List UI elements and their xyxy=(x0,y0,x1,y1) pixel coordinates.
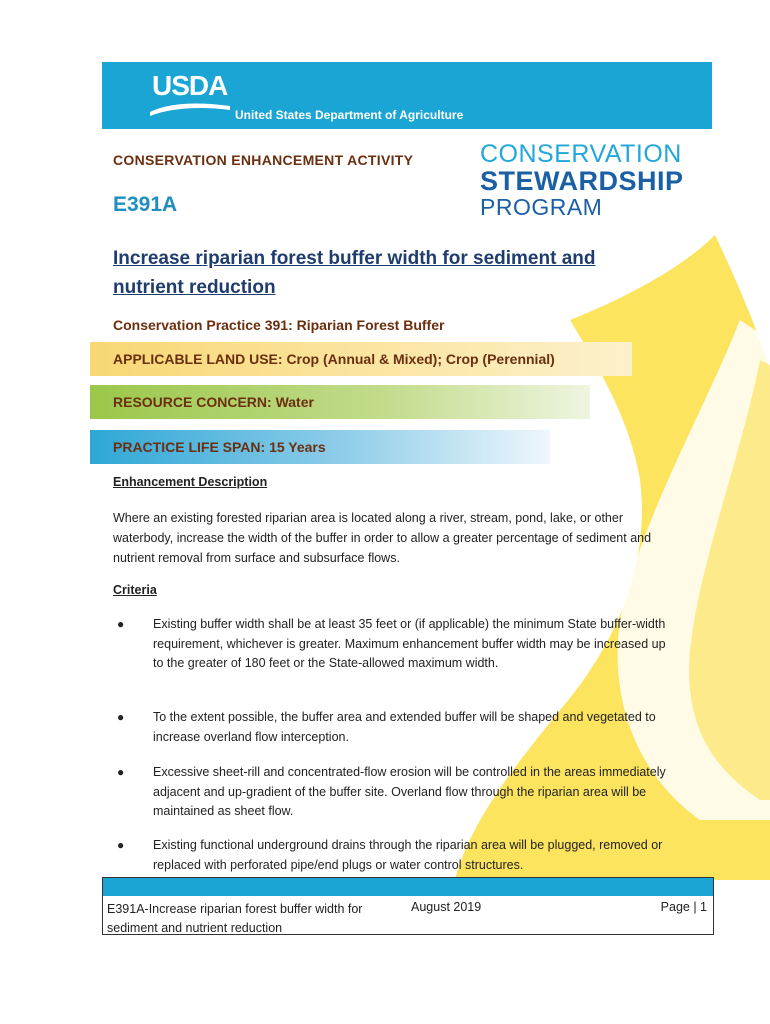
land-use-bar: APPLICABLE LAND USE: Crop (Annual & Mixed); Crop (Perennial) xyxy=(90,342,632,376)
enhancement-heading: Enhancement Description xyxy=(113,475,268,489)
footer-band xyxy=(103,878,713,896)
enhancement-text: Where an existing forested riparian area is located along a river, stream, pond, lake, or other waterbody, increase the width of the buffer in order to allow a greater percentage of sediment and nutrient removal from surface and subsurface flows. xyxy=(113,511,652,565)
footer-page-number: Page | 1 xyxy=(660,900,707,914)
conservation-practice: Conservation Practice 391: Riparian Forest Buffer xyxy=(113,317,445,333)
usda-logo: USDA xyxy=(152,70,228,101)
footer-doc-title: E391A-Increase riparian forest buffer width for sediment and nutrient reduction xyxy=(107,902,363,935)
agency-name: United States Department of Agriculture xyxy=(235,108,464,122)
csp-logo-line3: PROGRAM xyxy=(480,194,603,220)
criteria-item: To the extent possible, the buffer area and extended buffer will be shaped and vegetated to increase overland flow interception. xyxy=(153,710,656,744)
bullet-icon: ● xyxy=(117,617,125,631)
csp-program-logo xyxy=(480,142,684,219)
bullet-icon: ● xyxy=(117,765,125,779)
bullet-icon: ● xyxy=(117,710,125,724)
criteria-heading: Criteria xyxy=(113,583,157,597)
activity-code: E391A xyxy=(113,193,178,216)
footer-date: August 2019 xyxy=(411,900,482,914)
csp-logo-line1: CONSERVATION xyxy=(480,140,682,168)
page-title: Increase riparian forest buffer width for sediment and nutrient reduction xyxy=(113,248,596,298)
resource-concern-bar: RESOURCE CONCERN: Water xyxy=(90,385,590,419)
bullet-icon: ● xyxy=(117,838,125,852)
criteria-item: Existing functional underground drains through the riparian area will be plugged, removed or replaced with perforated pipe/end plugs or water control structures. xyxy=(153,838,663,872)
criteria-item: Existing buffer width shall be at least 35 feet or (if applicable) the minimum State buffer-width requirement, whichever is greater. Maximum enhancement buffer width may be increased up to the greater of 180 feet or the State-allowed maximum width. xyxy=(153,617,666,670)
csp-logo-line2: STEWARDSHIP xyxy=(480,166,684,196)
life-span-bar: PRACTICE LIFE SPAN: 15 Years xyxy=(90,430,550,464)
criteria-item: Excessive sheet-rill and concentrated-flow erosion will be controlled in the areas immediately adjacent and up-gradient of the buffer site. Overland flow through the riparian area will be maintained as sheet flow. xyxy=(153,765,666,818)
activity-label: CONSERVATION ENHANCEMENT ACTIVITY xyxy=(113,152,414,168)
page-footer xyxy=(102,877,714,935)
